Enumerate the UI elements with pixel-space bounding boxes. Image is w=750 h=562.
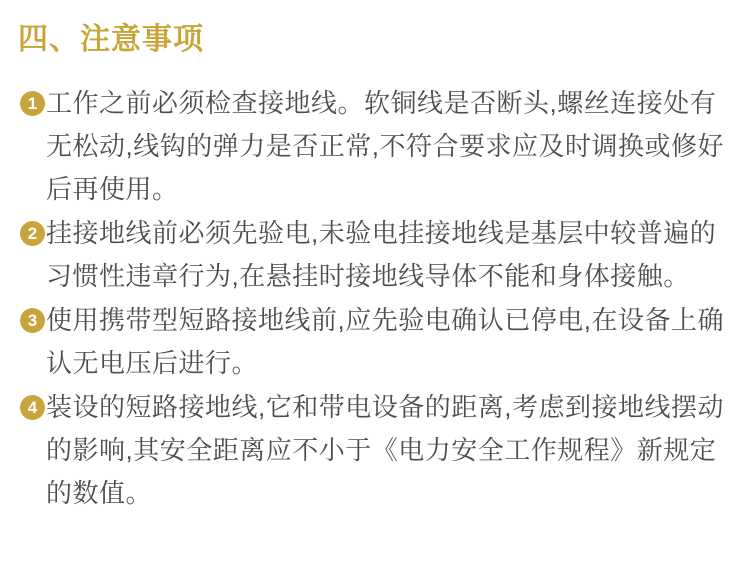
list-item (18, 299, 730, 385)
list-item (18, 82, 730, 211)
list-item (18, 386, 730, 515)
list-item-text: 装设的短路接地线,它和带电设备的距离,考虑到接地线摆动的影响,其安全距离应不小于《电力安全工作规程》新规定的数值。 (46, 392, 724, 508)
list-item-text: 使用携带型短路接地线前,应先验电确认已停电,在设备上确认无电压后进行。 (46, 305, 724, 378)
section-title: 四、注意事项 (18, 23, 204, 56)
item-number-badge: 2 (20, 221, 45, 246)
list-item (18, 212, 730, 298)
list-item-text: 挂接地线前必须先验电,未验电挂接地线是基层中较普遍的习惯性违章行为,在悬挂时接地线导体不能和身体接触。 (46, 218, 717, 291)
item-number-badge: 3 (20, 308, 45, 333)
list-item-text: 工作之前必须检查接地线。软铜线是否断头,螺丝连接处有无松动,线钩的弹力是否正常,不符合要求应及时调换或修好后再使用。 (46, 88, 724, 204)
item-number-badge: 4 (20, 395, 45, 420)
item-number-badge: 1 (20, 91, 45, 116)
notes-list (18, 82, 730, 515)
